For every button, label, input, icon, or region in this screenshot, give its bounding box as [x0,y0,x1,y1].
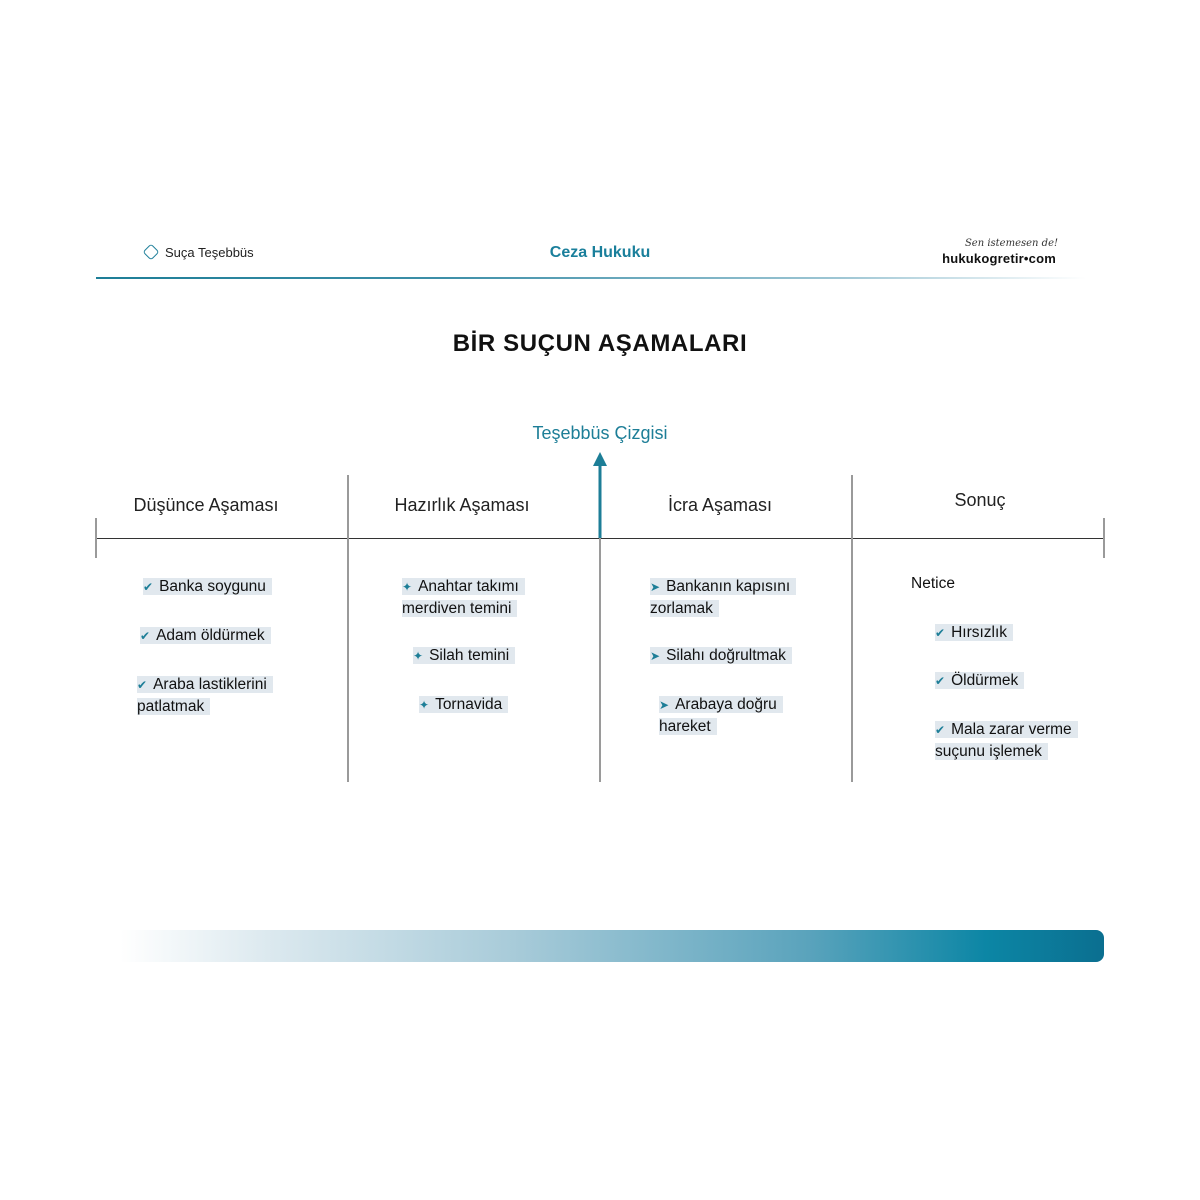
sparkle-icon: ✦ [402,580,413,594]
list-item: ➤ Bankanın kapısını zorlamak [650,576,795,619]
list-item: ✦ Anahtar takımı merdiven temini [402,576,526,619]
list-item: ✦ Silah temini [413,645,515,667]
stage-heading-thought: Düşünce Aşaması [133,495,279,515]
list-item: ✔ Banka soygunu [143,576,272,598]
brand-tagline: Sen istemesen de! [964,238,1058,249]
stage-heading-result: Sonuç [954,490,1006,510]
list-item: ➤ Silahı doğrultmak [650,645,792,667]
column-divider [1103,518,1105,558]
stage-heading-execution: İcra Aşaması [667,495,773,515]
list-item: ➤ Arabaya doğru hareket [659,694,784,737]
arrow-icon: ➤ [659,698,670,712]
column-divider [95,518,97,558]
result-subheading: Netice [911,575,955,592]
footer-gradient-bar [120,930,1104,962]
column-divider [347,475,349,782]
column-divider [851,475,853,782]
list-item: ✔ Hırsızlık [935,622,1013,644]
list-item: ✔ Mala zarar verme suçunu işlemek [935,719,1077,762]
arrow-icon: ➤ [650,580,661,594]
list-item: ✔ Adam öldürmek [140,625,271,647]
topic-label: Suça Teşebbüs [165,245,254,260]
page-title: BİR SUÇUN AŞAMALARI [452,330,748,357]
list-item: ✔ Araba lastiklerini patlatmak [137,674,275,717]
header-title: Ceza Hukuku [549,244,651,261]
attempt-line-label: Teşebbüs Çizgisi [532,423,668,443]
arrow-icon: ➤ [650,649,661,663]
list-item: ✦ Tornavida [419,694,508,716]
check-icon: ✔ [143,580,154,594]
stage-heading-preparation: Hazırlık Aşaması [394,495,530,515]
check-icon: ✔ [140,629,151,643]
check-icon: ✔ [935,723,946,737]
check-icon: ✔ [137,678,148,692]
list-item: ✔ Öldürmek [935,670,1024,692]
brand-logo: hukukogretir•com [942,251,1056,266]
column-divider [599,538,601,782]
sparkle-icon: ✦ [419,698,430,712]
check-icon: ✔ [935,674,946,688]
header-divider [96,277,1086,279]
check-icon: ✔ [935,626,946,640]
sparkle-icon: ✦ [413,649,424,663]
